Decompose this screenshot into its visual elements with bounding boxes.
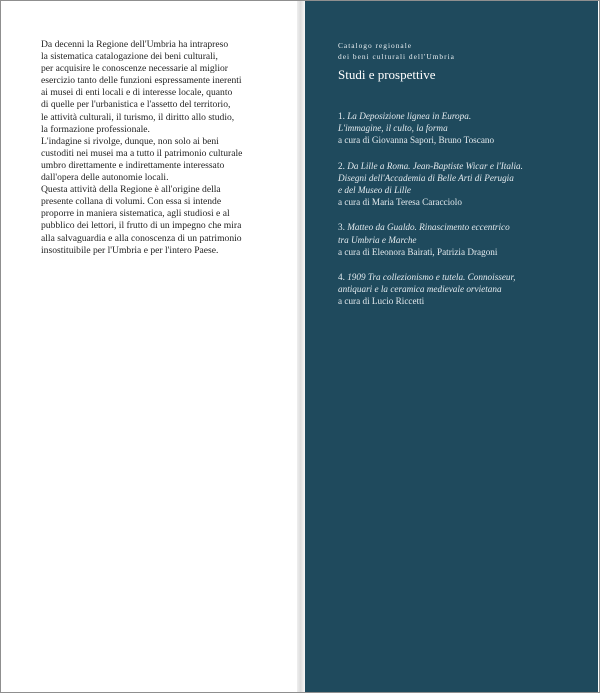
series-title: Studi e prospettive [338,67,436,82]
book-editors: a cura di Lucio Riccetti [338,296,425,307]
left-page [1,1,297,692]
book-title: La Deposizione lignea in Europa. L'immagine, il culto, la forma [338,111,472,134]
book-item [338,110,588,147]
book-title: 1909 Tra collezionismo e tutela. Connoisseur, antiquari e la ceramica medievale orvietana [338,272,516,295]
book-title: Da Lille a Roma. Jean-Baptiste Wicar e l'Italia. Disegni dell'Accademia di Belle Arti di Perugia e del Museo di Lille [338,160,523,196]
intro-paragraph: Da decenni la Regione dell'Umbria ha intrapreso la sistematica catalogazione dei beni culturali, per acquisire le conoscenze necessarie al miglior esercizio tanto delle funzioni espressamente inerenti ai musei di enti locali e di interesse locale, quanto di quelle per l'urbanistica e l'assetto del territorio, le attività culturali, il turismo, il diritto allo studio, la formazione professionale. L'indagine si rivolge, dunque, non solo ai beni custoditi nei musei ma a tutto il patrimonio culturale umbro direttamente e indirettamente interessato dall'opera delle autonomie locali. Questa attività della Regione è all'origine della presente collana di volumi. Con essa si intende proporre in maniera sistematica, agli studiosi e al pubblico dei lettori, il frutto di un impegno che mira alla salvaguardia e alla conoscenza di un patrimonio insostituibile per l'Umbria e per l'intero Paese. [41,39,243,256]
series-name: Catalogo regionale dei beni culturali dell'Umbria [338,41,455,61]
book-title: Matteo da Gualdo. Rinascimento eccentrico tra Umbria e Marche [338,222,510,245]
book-item [338,221,588,258]
right-page [305,1,598,692]
book-number: 4. [338,272,345,283]
book-number: 3. [338,222,345,233]
book-number: 1. [338,111,345,121]
book-list [338,110,588,321]
page-fold [297,1,305,692]
book-item [338,160,588,209]
book-editors: a cura di Giovanna Sapori, Bruno Toscano [338,135,495,146]
book-item [338,271,588,308]
book-editors: a cura di Eleonora Bairati, Patrizia Dragoni [338,246,498,257]
book-editors: a cura di Maria Teresa Caracciolo [338,197,462,208]
book-number: 2. [338,160,345,171]
